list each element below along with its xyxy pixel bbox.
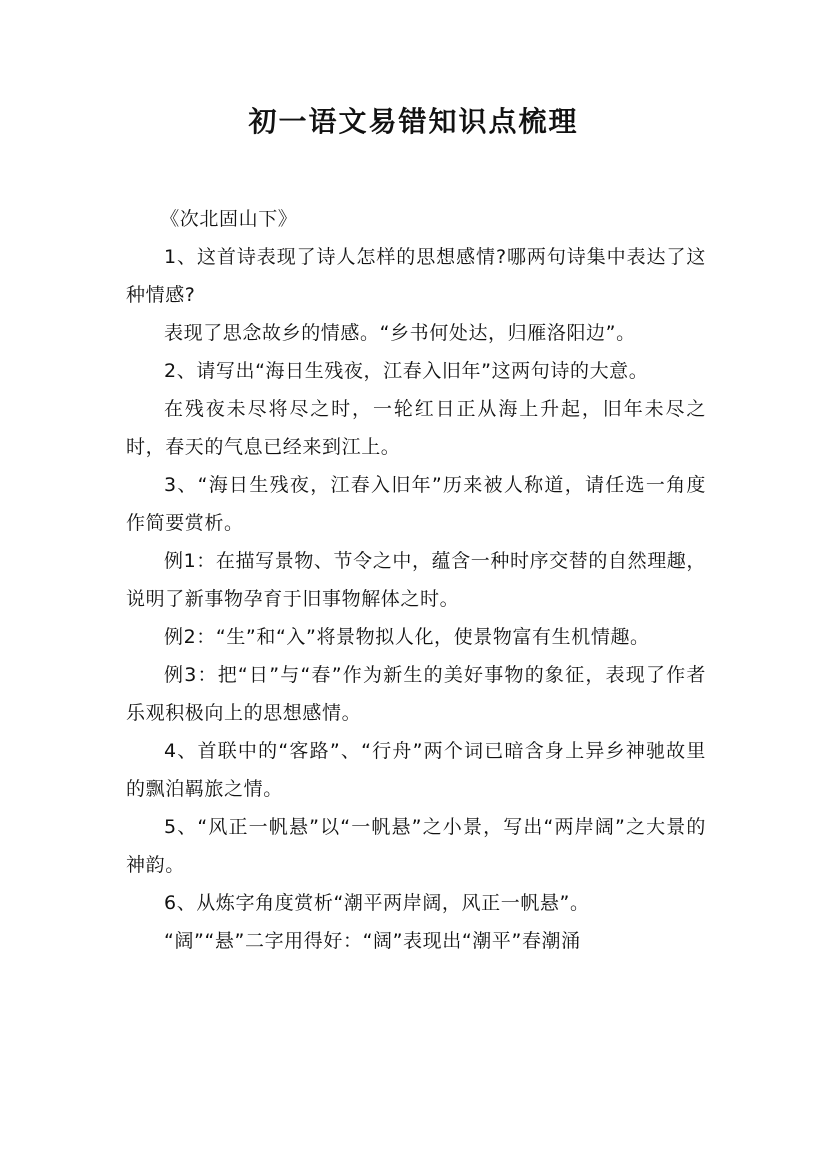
- paragraph: 2、请写出“海日生残夜，江春入旧年”这两句诗的大意。: [164, 360, 649, 382]
- paragraph: 在残夜未尽将尽之时，一轮红日正从海上升起，旧年未尽之时，春天的气息已经来到江上。: [126, 398, 706, 458]
- paragraph: 表现了思念故乡的情感。“乡书何处达，归雁洛阳边”。: [164, 322, 636, 344]
- document-title: 初一语文易错知识点梳理: [248, 105, 579, 138]
- paragraph: 1、这首诗表现了诗人怎样的思想感情?哪两句诗集中表达了这种情感?: [126, 246, 706, 306]
- paragraph: 6、从炼字角度赏析“潮平两岸阔，风正一帆悬”。: [164, 892, 590, 914]
- document-body: [126, 200, 706, 960]
- paragraph: 例3：把“日”与“春”作为新生的美好事物的象征，表现了作者乐观积极向上的思想感情。: [126, 664, 706, 724]
- poem-title: 《次北固山下》: [160, 208, 298, 230]
- paragraph: “阔”“悬”二字用得好：“阔”表现出“潮平”春潮涌: [164, 930, 581, 952]
- paragraph: 例2：“生”和“入”将景物拟人化，使景物富有生机情趣。: [164, 626, 650, 648]
- paragraph: 5、“风正一帆悬”以“一帆悬”之小景，写出“两岸阔”之大景的神韵。: [126, 816, 706, 876]
- paragraph: 3、“海日生残夜，江春入旧年”历来被人称道，请任选一角度作简要赏析。: [126, 474, 706, 534]
- paragraph: 4、首联中的“客路”、“行舟”两个词已暗含身上异乡神驰故里的飘泊羁旅之情。: [126, 740, 706, 800]
- paragraph: 例1：在描写景物、节令之中，蕴含一种时序交替的自然理趣，说明了新事物孕育于旧事物解体之时。: [126, 550, 706, 610]
